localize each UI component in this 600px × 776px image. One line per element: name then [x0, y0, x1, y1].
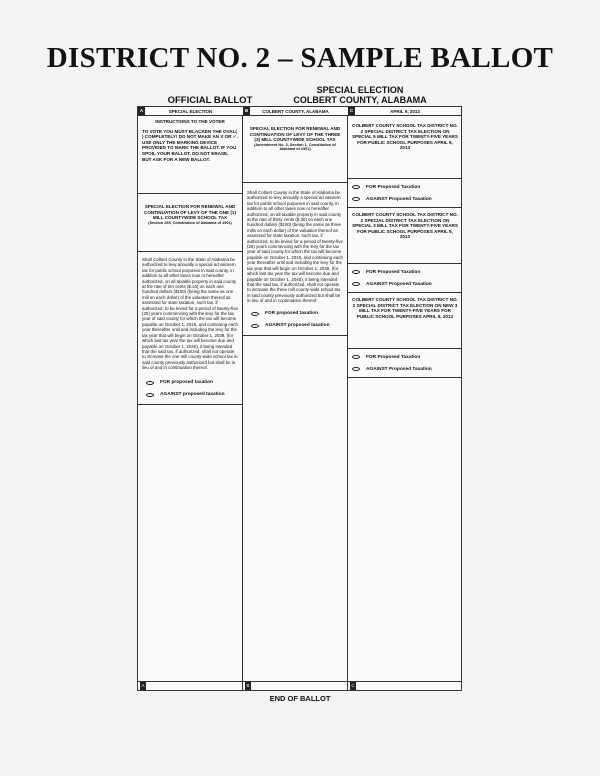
county-label: COLBERT COUNTY, ALABAMA [293, 95, 427, 105]
measure-a-title-box [138, 194, 242, 252]
header-b [243, 107, 348, 116]
instructions-box [138, 116, 242, 194]
footer-a-tag: A [141, 683, 145, 688]
footer-b [243, 681, 348, 690]
header-c-text: APRIL 9, 2013 [390, 109, 420, 114]
measure-c3-for-option[interactable] [348, 351, 462, 363]
special-election-label: SPECIAL ELECTION [316, 85, 404, 95]
option-label: FOR Proposed Taxation [366, 184, 421, 190]
header-b-tag: B [244, 108, 249, 113]
measure-c1-options [348, 179, 462, 208]
oval-icon[interactable] [251, 324, 259, 328]
oval-icon[interactable] [352, 355, 360, 359]
measure-b-title-box [243, 116, 347, 183]
header-b-text: COLBERT COUNTY, ALABAMA [262, 109, 329, 114]
measure-a-against-option[interactable] [142, 389, 238, 401]
measure-b-for-option[interactable] [247, 308, 343, 320]
footer-c [348, 681, 462, 690]
measure-a-text-box [138, 252, 242, 405]
option-label: FOR proposed taxation [160, 379, 214, 385]
oval-icon[interactable] [352, 197, 360, 201]
option-label: FOR Proposed Taxation [366, 354, 421, 360]
option-label: AGAINST proposed taxation [160, 391, 225, 397]
measure-c2-options [348, 264, 462, 293]
oval-icon[interactable] [352, 270, 360, 274]
ballot-column-a [138, 116, 243, 681]
measure-b-subtitle: (Amendment No. 3, Section 1, Constitution of Alabama of 1901) [254, 142, 336, 152]
header-c [348, 107, 462, 116]
election-heading [260, 85, 460, 105]
option-label: AGAINST proposed taxation [265, 322, 330, 328]
ballot-column-c [348, 116, 462, 681]
oval-icon[interactable] [352, 185, 360, 189]
instructions-text: TO VOTE YOU MUST BLACKEN THE OVAL( ) COMPLETELY! DO NOT MAKE AN X OR ✓. USE ONLY THE MARKING DEVICE PROVIDED TO MARK THE BALLOT. IF YOU SPOIL YOUR BALLOT, DO NOT ERASE, BUT ASK FOR A NEW BALLOT. [142, 128, 238, 162]
measure-a-subtitle: (Section 269, Constitution of Alabama of 1901) [148, 220, 232, 225]
measure-c2-against-option[interactable] [348, 278, 462, 290]
measure-a-text: Shall Colbert County in the State of Alabama be authorized to levy annually a special ad valorem tax for public school purposes in said county, in addition to all other taxes now or hereafter authorized, on all taxable property in said county at the rate of ten cents ($.10) on each one hundred dollars ($100) (being the same as one mill on each dollar) of the valuation thereof as assessed for state taxation, such tax, if authorized, to be levied for a period of twenty-five (25) years commencing with the levy for the tax year of said county for which the tax will become payable on October 1, 2015, and continuing each year thereafter until and including the levy for the tax year that will begin on October 1, 2039, (for which last tax year the tax will become due and payable on October 1, 2040), it being intended that the said tax, if authorized, shall not operate to increase the one mill county-wide school tax in said county previously authorized but shall be in lieu of and in continuation thereof. [142, 257, 238, 371]
option-label: FOR proposed taxation [265, 310, 319, 316]
end-of-ballot: END OF BALLOT [269, 694, 331, 703]
measure-b-text-box [243, 183, 347, 336]
measure-c3-options [348, 349, 462, 378]
measure-c3-title: COLBERT COUNTY SCHOOL TAX DISTRICT NO. 2 SPECIAL DISTRICT TAX ELECTION ON NEW 3 MILL TAX FOR TWENTY-FIVE YEARS FOR PUBLIC SCHOOL PURPOSES APRIL 9, 2013 [348, 293, 462, 349]
measure-b-against-option[interactable] [247, 320, 343, 332]
oval-icon[interactable] [352, 367, 360, 371]
oval-icon[interactable] [146, 381, 154, 385]
measure-c1-against-option[interactable] [348, 193, 462, 205]
header-a-text: SPECIAL ELECTION [168, 109, 213, 114]
option-label: AGAINST Proposed Taxation [366, 281, 432, 287]
measure-c2-for-option[interactable] [348, 266, 462, 278]
ballot-column-b [243, 116, 348, 681]
header-a [138, 107, 243, 116]
official-ballot-label: OFFICIAL BALLOT [167, 95, 253, 106]
measure-c3-against-option[interactable] [348, 363, 462, 375]
footer-c-tag: C [351, 683, 355, 688]
oval-icon[interactable] [146, 393, 154, 397]
oval-icon[interactable] [352, 282, 360, 286]
option-label: AGAINST Proposed Taxation [366, 196, 432, 202]
measure-b-text: Shall Colbert County in the State of Alabama be authorized to levy annually a special ad valorem tax for public school purposes in said county, in addition to all other taxes now or hereafter authorized, on all taxable property in said county at the rate of thirty cents ($.30) on each one hundred dollars ($100) (being the same as three mills on each dollar) of the valuation thereof as assessed for state taxation, such tax, if authorized, to be levied for a period of twenty-five (25) years commencing with the levy for the tax year of said county for which the tax will become payable on October 1, 2015, and continuing each year thereafter until and including the levy for the tax year that will begin on October 1, 2039, (for which last tax year the tax will become due and payable on October 1, 2040), it being intended that the said tax, if authorized, shall not operate to increase the three mill county-wide school tax in said county previously authorized but shall be in lieu of and in continuation thereof. [247, 190, 343, 304]
measure-c1-title: COLBERT COUNTY SCHOOL TAX DISTRICT NO. 2 SPECIAL DISTRICT TAX ELECTION ON SPECIAL 5 MILL TAX FOR TWENTY-FIVE YEARS FOR PUBLIC SCHOOL PURPOSES APRIL 9, 2013 [348, 116, 462, 179]
option-label: FOR Proposed Taxation [366, 269, 421, 275]
measure-c2-title: COLBERT COUNTY SCHOOL TAX DISTRICT NO. 2 SPECIAL DISTRICT TAX ELECTION ON SPECIAL 3 MILL TAX FOR TWENTY-FIVE YEARS FOR PUBLIC SCHOOL PURPOSES APRIL 9, 2013 [348, 208, 462, 264]
ballot-sheet [137, 106, 462, 691]
instructions-title: INSTRUCTIONS TO THE VOTER [155, 119, 225, 124]
footer-a [138, 681, 243, 690]
header-a-tag: A [139, 108, 144, 113]
footer-b-tag: B [246, 683, 250, 688]
measure-a-for-option[interactable] [142, 377, 238, 389]
measure-a-title: SPECIAL ELECTION FOR RENEWAL AND CONTINUATION OF LEVY OF THE ONE (1) MILL COUNTYWIDE SCHOOL TAX [144, 204, 236, 221]
oval-icon[interactable] [251, 312, 259, 316]
header-c-tag: C [349, 108, 354, 113]
page-title: DISTRICT NO. 2 – SAMPLE BALLOT [46, 42, 554, 74]
measure-c1-for-option[interactable] [348, 181, 462, 193]
measure-b-title: SPECIAL ELECTION FOR RENEWAL AND CONTINUATION OF LEVY OF THE THREE (3) MILL COUNTYWIDE SCHOOL TAX [249, 126, 341, 143]
option-label: AGAINST Proposed Taxation [366, 366, 432, 372]
